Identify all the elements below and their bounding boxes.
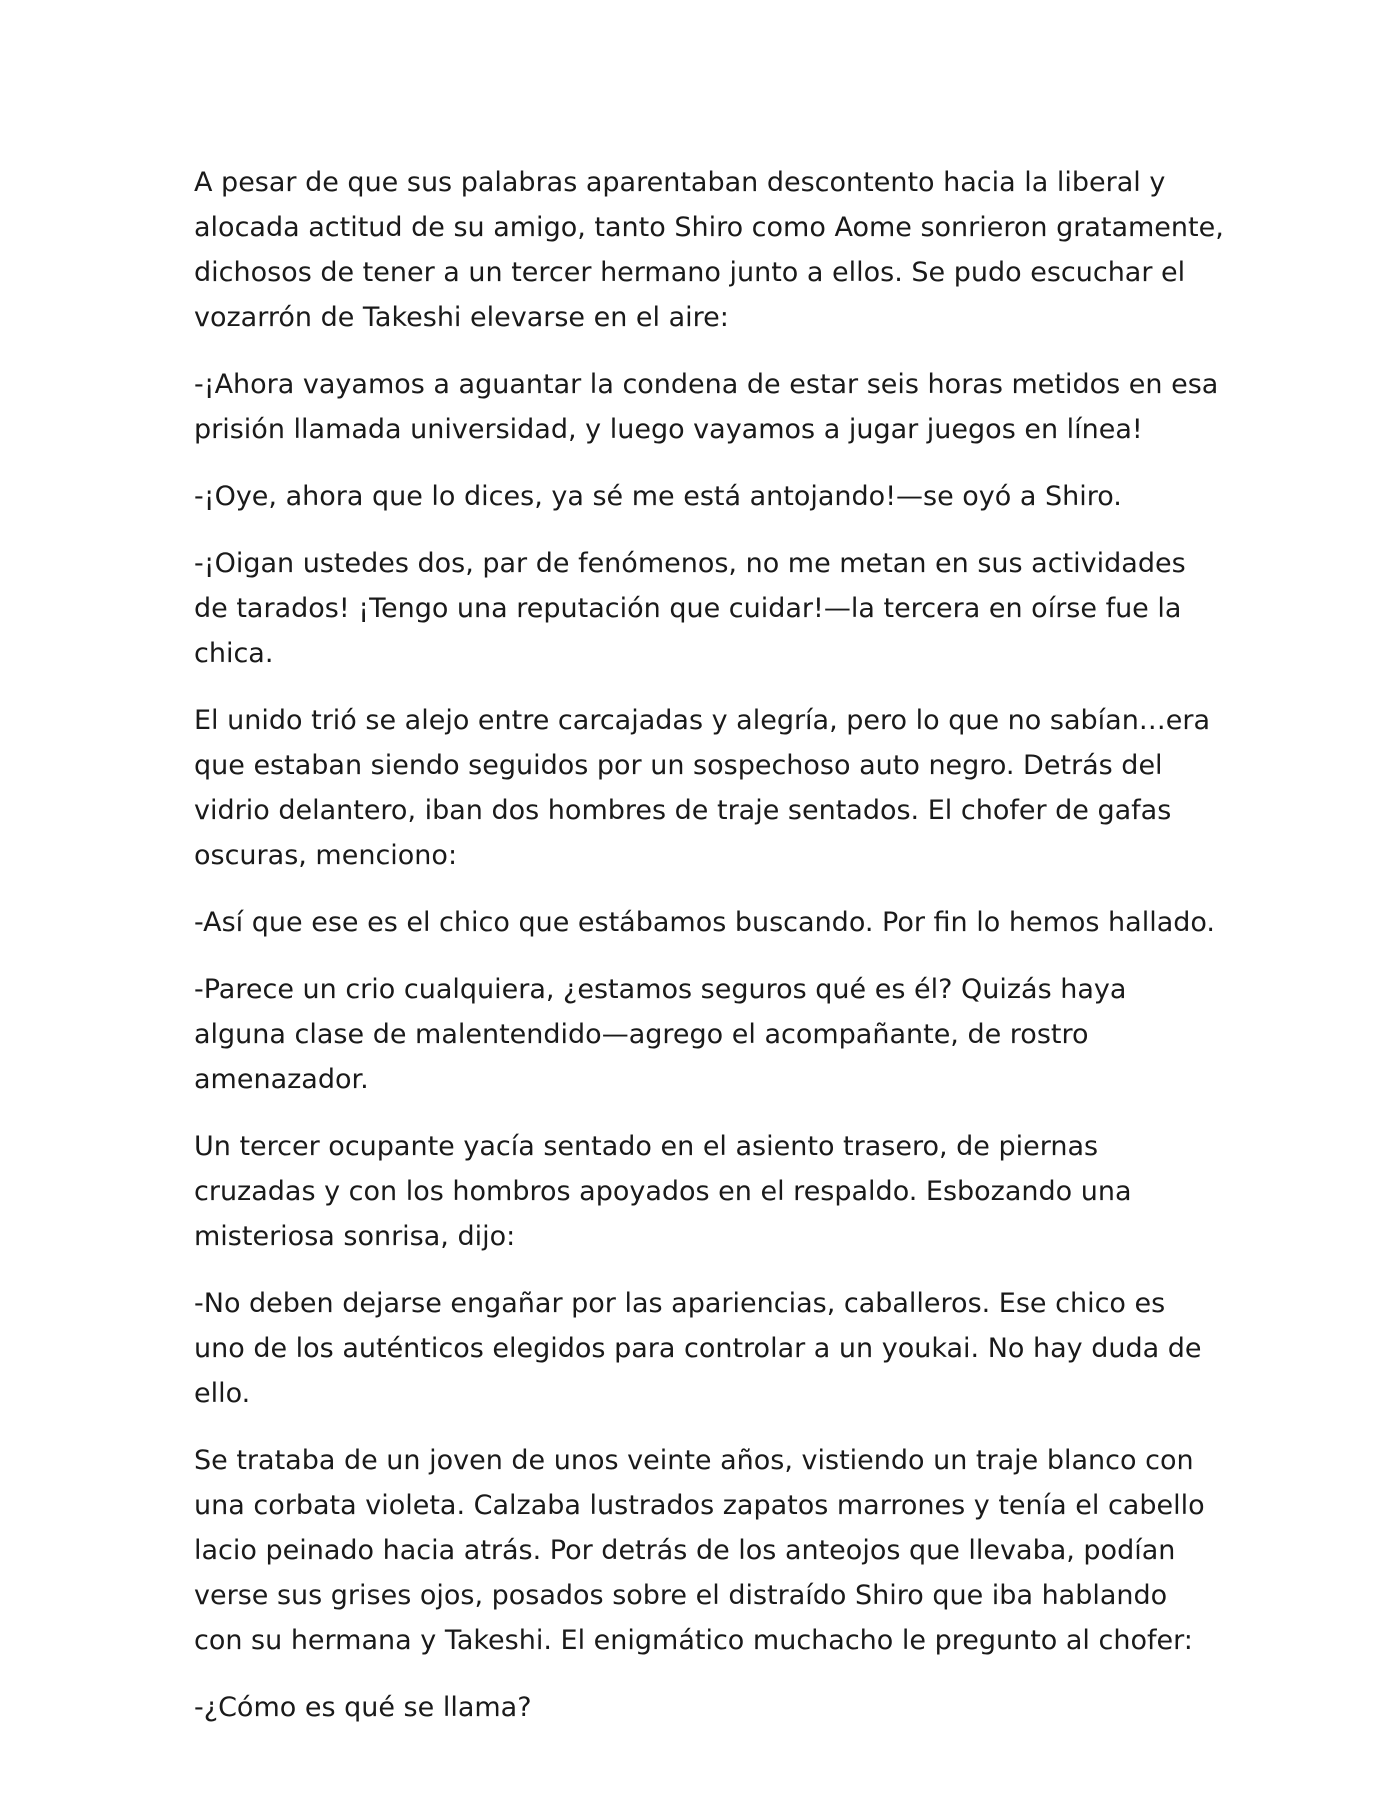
paragraph: -Parece un crio cualquiera, ¿estamos seguros qué es él? Quizás haya alguna clase de malentendido—agrego el acompañante, de rostro amenazador. — [194, 974, 1127, 1095]
paragraph: -¡Ahora vayamos a aguantar la condena de estar seis horas metidos en esa prisión llamada universidad, y luego vayamos a jugar juegos en línea! — [194, 369, 1219, 445]
paragraph: -¡Oigan ustedes dos, par de fenómenos, no me metan en sus actividades de tarados! ¡Tengo una reputación que cuidar!—la tercera en oírse fue la chica. — [194, 548, 1186, 669]
body-text — [194, 160, 1224, 1752]
paragraph: A pesar de que sus palabras aparentaban descontento hacia la liberal y alocada actitud de su amigo, tanto Shiro como Aome sonrieron gratamente, dichosos de tener a un tercer hermano junto a ellos. Se pudo escuchar el vozarrón de Takeshi elevarse en el aire: — [194, 167, 1224, 333]
paragraph: -¿Cómo es qué se llama? — [194, 1692, 532, 1723]
paragraph: Se trataba de un joven de unos veinte años, vistiendo un traje blanco con una corbata violeta. Calzaba lustrados zapatos marrones y tenía el cabello lacio peinado hacia atrás. Por detrás de los anteojos que llevaba, podían verse sus grises ojos, posados sobre el distraído Shiro que iba hablando con su hermana y Takeshi. El enigmático muchacho le pregunto al chofer: — [194, 1445, 1205, 1656]
paragraph: -¡Oye, ahora que lo dices, ya sé me está antojando!—se oyó a Shiro. — [194, 481, 1122, 512]
paragraph: -No deben dejarse engañar por las apariencias, caballeros. Ese chico es uno de los auténticos elegidos para controlar a un youkai. No hay duda de ello. — [194, 1288, 1202, 1409]
paragraph: -Así que ese es el chico que estábamos buscando. Por fin lo hemos hallado. — [194, 907, 1216, 938]
paragraph: El unido trió se alejo entre carcajadas y alegría, pero lo que no sabían…era que estaban siendo seguidos por un sospechoso auto negro. Detrás del vidrio delantero, iban dos hombres de traje sentados. El chofer de gafas oscuras, menciono: — [194, 705, 1211, 871]
paragraph: Un tercer ocupante yacía sentado en el asiento trasero, de piernas cruzadas y con los hombros apoyados en el respaldo. Esbozando una misteriosa sonrisa, dijo: — [194, 1131, 1132, 1252]
